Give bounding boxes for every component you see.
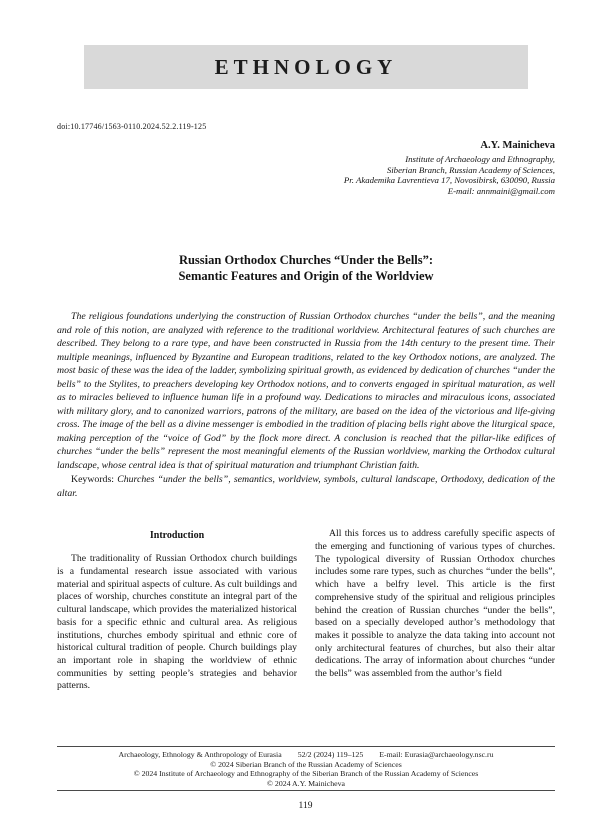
body-columns xyxy=(57,528,555,693)
keywords-paragraph xyxy=(57,473,555,500)
introduction-heading: Introduction xyxy=(149,530,205,542)
copyright-line-1: © 2024 Siberian Branch of the Russian Academy of Sciences xyxy=(210,759,402,769)
footer-top-rule xyxy=(57,746,555,747)
section-title: ETHNOLOGY xyxy=(214,54,398,79)
copyright-line-2: © 2024 Institute of Archaeology and Ethnography of the Siberian Branch of the Russian Academy of Sciences xyxy=(133,769,479,779)
keywords-label: Keywords: xyxy=(71,474,114,486)
footer-bottom-rule xyxy=(57,790,555,791)
author-name: A.Y. Mainicheva xyxy=(480,140,555,151)
author-email: E-mail: annmaini@gmail.com xyxy=(447,185,555,196)
page-footer xyxy=(57,744,555,794)
article-title-line1: Russian Orthodox Churches “Under the Bells”: xyxy=(178,253,434,268)
affiliation-block xyxy=(57,154,555,196)
journal-imprint-line xyxy=(57,750,555,760)
article-title xyxy=(57,252,555,284)
right-column-paragraph: All this forces us to address carefully specific aspects of the emerging and functioning of various types of churches. The typological diversity of Russian Orthodox churches includes some rare types, such as churches “under the bells”, which have a belfry level. This article is the first comprehensive study of the spiritual and religious principles behind the creation of Russian churches “under the bells”, based on a specially developed author’s methodology that makes it possible to analyze the data taking into account not only architectural features of churches, but also their altar dedications. The array of information about churches “under the bells” was assembled from the author’s field xyxy=(315,528,555,680)
keywords-text: Churches “under the bells”, semantics, worldview, symbols, cultural landscape, Orthodoxy, dedication of the altar. xyxy=(57,474,555,499)
section-banner xyxy=(84,45,528,89)
affiliation-line-1: Institute of Archaeology and Ethnography, xyxy=(405,154,555,164)
doi-line: doi:10.17746/1563-0110.2024.52.2.119-125 xyxy=(57,122,207,131)
affiliation-line-2: Siberian Branch, Russian Academy of Sciences, xyxy=(386,164,555,175)
copyright-line-3: © 2024 A.Y. Mainicheva xyxy=(267,778,345,788)
journal-email: E-mail: Eurasia@archaeology.nsc.ru xyxy=(379,750,494,759)
article-title-line2: Semantic Features and Origin of the Worldview xyxy=(178,269,434,284)
page-number: 119 xyxy=(298,801,313,811)
right-column xyxy=(315,528,555,693)
journal-name: Archaeology, Ethnology & Anthropology of Eurasia xyxy=(118,750,282,759)
issue-info: 52/2 (2024) 119–125 xyxy=(297,750,364,759)
affiliation-line-3: Pr. Akademika Lavrentieva 17, Novosibirsk, 630090, Russia xyxy=(343,175,555,186)
abstract-paragraph: The religious foundations underlying the construction of Russian Orthodox churches “under the bells”, and the meaning and role of this notion, are analyzed with reference to the traditional worldview. Architectural features of such churches are described. They belong to a rare type, and have been constructed in Russia from the 14th century to the present time. Their multiple meanings, influenced by Byzantine and European traditions, related to the key Orthodox notions, are analyzed. The most basic of these was the idea of the ladder, symbolizing spiritual growth, as evidenced by dedication of churches “under the bells” to the Stylites, to preachers developing key Orthodox notions, and to converts engaged in spiritual maturation, as well as to miracles believed to influence human life in a profound way. Dedications to miracles and miraculous icons, associated with military glory, and to canonized warriors, patrons of the military, are based on the idea of the victorious and life-giving cross. The image of the bell as a divine messenger is embodied in the tradition of placing bells right above the liturgical space, making perception of the “voice of God” by the flock more direct. A conclusion is reached that the pillar-like edifices of churches “under the bells” represent the most meaningful elements of the Russian worldview, marking the Orthodox cultural landscape, whose central idea is that of spiritual maturation and triumphant Christian faith. xyxy=(57,311,555,471)
author-block xyxy=(57,140,555,196)
left-column-paragraph: The traditionality of Russian Orthodox church buildings is a fundamental research issue associated with various material and spiritual aspects of culture. As cult buildings and places of worship, churches constitute an integral part of the cultural landscape, which provides the materialized historical basis for a specific ethnic and cultural area. As religious institutions, churches embody spiritual and ethnic core of historical cultural tradition of people. Church buildings play an important role in shaping the worldview of ethnic communities by setting people’s strategies and behavior patterns. xyxy=(57,553,297,692)
left-column xyxy=(57,528,297,693)
